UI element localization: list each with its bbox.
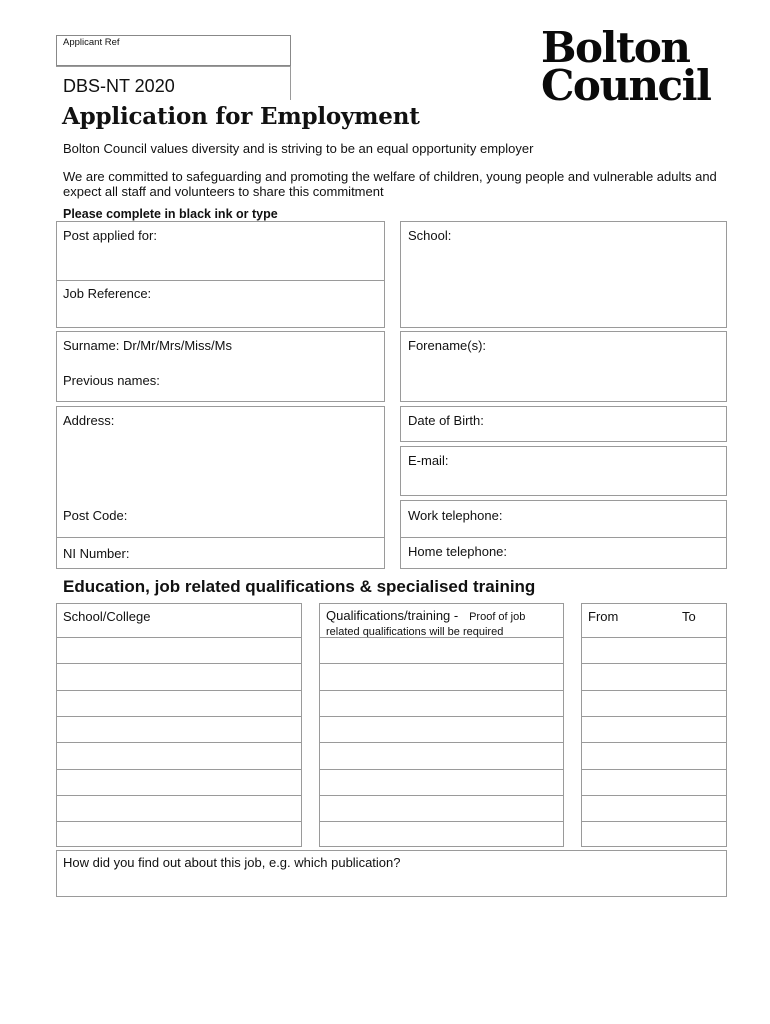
email-field[interactable]: E-mail: bbox=[408, 453, 449, 468]
to-header: To bbox=[682, 609, 696, 624]
school-college-header: School/College bbox=[63, 609, 151, 624]
proof-required-note: Proof of job related qualifications will be required bbox=[326, 611, 526, 638]
safeguarding-statement: We are committed to safeguarding and promoting the welfare of children, young people and vulnerable adults and expect all staff and volunteers to share this commitment bbox=[63, 169, 717, 199]
email-box bbox=[400, 446, 727, 496]
dates-cell[interactable] bbox=[581, 796, 727, 821]
dates-cell[interactable] bbox=[581, 770, 727, 795]
qualification-cell[interactable] bbox=[319, 691, 564, 716]
divider bbox=[400, 537, 727, 538]
dates-cell[interactable] bbox=[581, 638, 727, 663]
dates-cell[interactable] bbox=[581, 743, 727, 768]
qualifications-header bbox=[326, 609, 561, 639]
divider bbox=[56, 66, 291, 67]
date-of-birth-field[interactable]: Date of Birth: bbox=[408, 413, 484, 428]
education-section-title: Education, job related qualifications & specialised training bbox=[63, 577, 536, 596]
qualification-cell[interactable] bbox=[319, 770, 564, 795]
diversity-statement: Bolton Council values diversity and is striving to be an equal opportunity employer bbox=[63, 141, 534, 156]
school-college-cell[interactable] bbox=[56, 691, 302, 716]
qualification-cell[interactable] bbox=[319, 717, 564, 742]
from-header: From bbox=[588, 609, 619, 624]
surname-field[interactable]: Surname: Dr/Mr/Mrs/Miss/Ms bbox=[63, 338, 232, 353]
job-reference-field[interactable]: Job Reference: bbox=[63, 286, 152, 301]
school-field[interactable]: School: bbox=[408, 228, 452, 243]
address-field[interactable]: Address: bbox=[63, 413, 115, 428]
dates-cell[interactable] bbox=[581, 664, 727, 689]
school-college-cell[interactable] bbox=[56, 770, 302, 795]
publication-question: How did you find out about this job, e.g. which publication? bbox=[63, 855, 401, 870]
divider bbox=[290, 66, 291, 100]
home-telephone-field[interactable]: Home telephone: bbox=[408, 544, 508, 559]
post-applied-for-field[interactable]: Post applied for: bbox=[63, 228, 157, 243]
work-telephone-field[interactable]: Work telephone: bbox=[408, 508, 503, 523]
post-code-field[interactable]: Post Code: bbox=[63, 508, 128, 523]
school-college-cell[interactable] bbox=[56, 638, 302, 663]
qualifications-header-label: Qualifications/training - bbox=[326, 608, 459, 623]
bolton-council-logo bbox=[541, 23, 711, 110]
school-college-cell[interactable] bbox=[56, 743, 302, 768]
ni-number-field[interactable]: NI Number: bbox=[63, 546, 130, 561]
page-title: Application for Employment bbox=[62, 103, 420, 130]
school-college-cell[interactable] bbox=[56, 822, 302, 847]
school-college-cell[interactable] bbox=[56, 796, 302, 821]
form-instruction: Please complete in black ink or type bbox=[63, 207, 278, 221]
qualification-cell[interactable] bbox=[319, 664, 564, 689]
divider bbox=[56, 280, 385, 281]
dates-cell[interactable] bbox=[581, 717, 727, 742]
address-box bbox=[56, 406, 385, 569]
forenames-field[interactable]: Forename(s): bbox=[408, 338, 487, 353]
qualification-cell[interactable] bbox=[319, 638, 564, 663]
logo-line-1: Bolton bbox=[541, 23, 690, 72]
logo-line-2: Council bbox=[541, 61, 711, 110]
school-college-cell[interactable] bbox=[56, 664, 302, 689]
divider bbox=[56, 537, 385, 538]
qualification-cell[interactable] bbox=[319, 822, 564, 847]
document-code: DBS-NT 2020 bbox=[63, 76, 175, 96]
dates-cell[interactable] bbox=[581, 691, 727, 716]
dates-cell[interactable] bbox=[581, 822, 727, 847]
previous-names-field[interactable]: Previous names: bbox=[63, 373, 160, 388]
school-college-cell[interactable] bbox=[56, 717, 302, 742]
qualification-cell[interactable] bbox=[319, 796, 564, 821]
applicant-ref-label: Applicant Ref bbox=[63, 37, 120, 48]
qualification-cell[interactable] bbox=[319, 743, 564, 768]
